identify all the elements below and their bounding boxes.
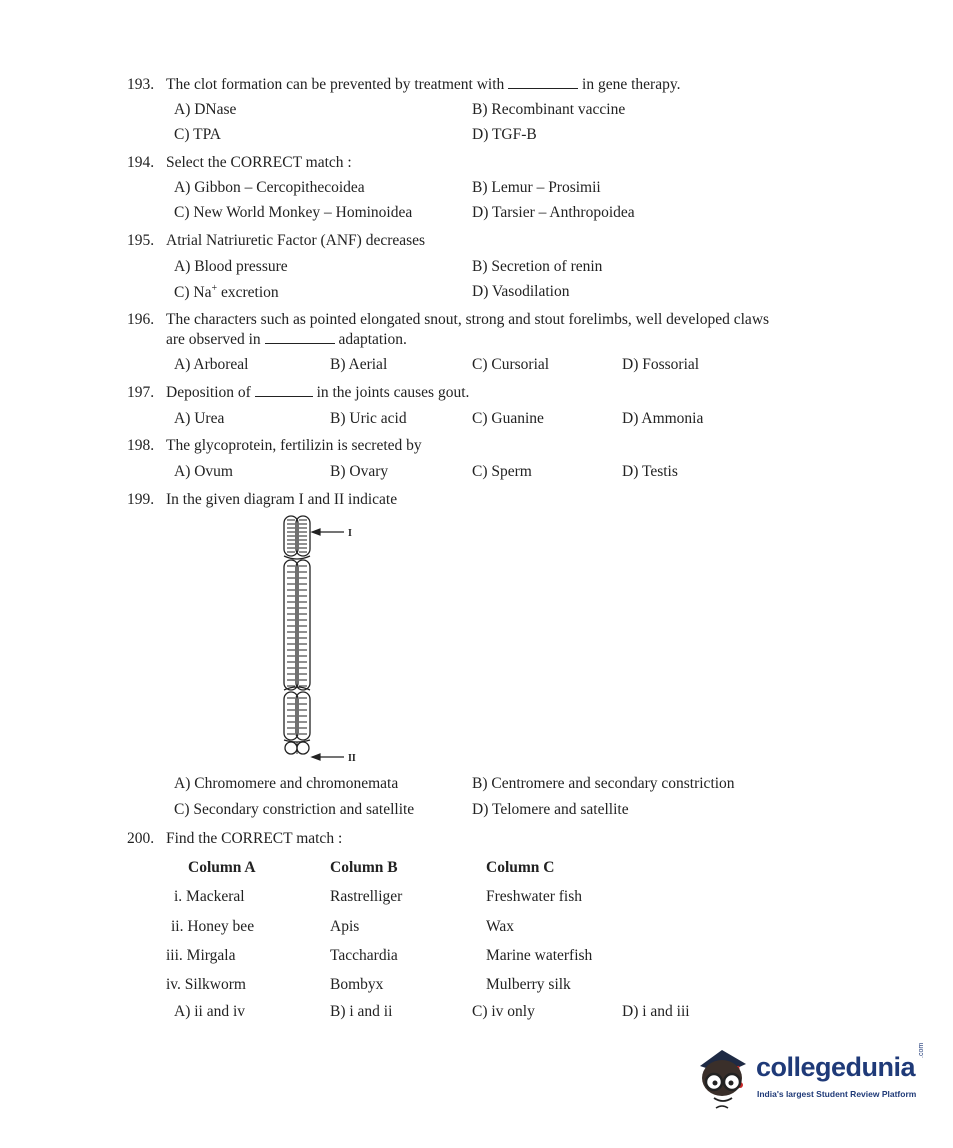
table-cell: Rastrelliger (330, 888, 403, 905)
table-cell: Bombyx (330, 976, 384, 993)
option-b: B) Uric acid (330, 410, 407, 427)
question-number: 196. (127, 311, 155, 328)
table-cell: Marine waterfish (486, 947, 593, 964)
option-c: C) iv only (472, 1003, 535, 1020)
option-c: C) TPA (174, 126, 221, 143)
option-c: C) New World Monkey – Hominoidea (174, 204, 413, 221)
question-text: Find the CORRECT match : (166, 830, 343, 847)
option-b: B) i and ii (330, 1003, 393, 1020)
table-header-c: Column C (486, 859, 555, 876)
table-cell: i. Mackeral (174, 888, 245, 905)
table-header-a: Column A (188, 859, 256, 876)
question-text: Atrial Natriuretic Factor (ANF) decreases (166, 232, 426, 249)
collegedunia-logo (694, 1042, 930, 1112)
option-c: C) Guanine (472, 410, 544, 427)
question-text-line-1: The characters such as pointed elongated snout, strong and stout forelimbs, well developed claws (166, 311, 770, 328)
option-a: A) DNase (174, 101, 237, 118)
option-c: C) Cursorial (472, 356, 550, 373)
logo-suffix: .com (918, 1042, 925, 1058)
option-d: D) Ammonia (622, 410, 704, 427)
question-number: 198. (127, 437, 155, 454)
label-ii: II (348, 753, 356, 764)
question-number: 195. (127, 232, 155, 249)
option-b: B) Ovary (330, 463, 389, 480)
question-text: Select the CORRECT match : (166, 154, 352, 171)
table-cell: Mulberry silk (486, 976, 571, 993)
option-d: D) i and iii (622, 1003, 690, 1020)
question-number: 200. (127, 830, 155, 847)
option-a: A) Urea (174, 410, 225, 427)
table-header-b: Column B (330, 859, 398, 876)
table-cell: ii. Honey bee (171, 918, 255, 935)
chromosome-diagram (270, 512, 370, 768)
option-a: A) ii and iv (174, 1003, 246, 1020)
option-d: D) Tarsier – Anthropoidea (472, 204, 635, 221)
question-text: Deposition of in the joints causes gout. (166, 384, 470, 401)
logo-wordmark: collegedunia (756, 1052, 916, 1082)
option-c: C) Na+ excretion (174, 283, 279, 302)
option-a: A) Ovum (174, 463, 233, 480)
option-a: A) Blood pressure (174, 258, 288, 275)
table-cell: Apis (330, 918, 360, 935)
option-b: B) Secretion of renin (472, 258, 603, 275)
table-cell: Freshwater fish (486, 888, 582, 905)
option-d: D) Telomere and satellite (472, 801, 629, 818)
question-number: 197. (127, 384, 155, 401)
table-cell: Wax (486, 918, 515, 935)
question-text-line-2: are observed in adaptation. (166, 331, 407, 348)
option-b: B) Lemur – Prosimii (472, 179, 601, 196)
option-c: C) Sperm (472, 463, 532, 480)
question-text: The glycoprotein, fertilizin is secreted by (166, 437, 422, 454)
option-b: B) Recombinant vaccine (472, 101, 626, 118)
question-number: 194. (127, 154, 155, 171)
logo-tagline: India's largest Student Review Platform (757, 1089, 917, 1099)
mascot-icon (694, 1044, 752, 1110)
option-b: B) Centromere and secondary constriction (472, 775, 735, 792)
table-cell: iii. Mirgala (166, 947, 236, 964)
option-a: A) Chromomere and chromonemata (174, 775, 399, 792)
question-number: 199. (127, 491, 155, 508)
question-text: The clot formation can be prevented by treatment with in gene therapy. (166, 76, 681, 93)
question-number: 193. (127, 76, 155, 93)
table-cell: Tacchardia (330, 947, 398, 964)
option-d: D) Testis (622, 463, 678, 480)
option-a: A) Arboreal (174, 356, 249, 373)
option-d: D) TGF-B (472, 126, 537, 143)
option-a: A) Gibbon – Cercopithecoidea (174, 179, 365, 196)
question-text: In the given diagram I and II indicate (166, 491, 398, 508)
option-c: C) Secondary constriction and satellite (174, 801, 415, 818)
option-d: D) Fossorial (622, 356, 700, 373)
option-d: D) Vasodilation (472, 283, 570, 300)
table-cell: iv. Silkworm (166, 976, 246, 993)
option-b: B) Aerial (330, 356, 388, 373)
label-i: I (348, 528, 352, 539)
